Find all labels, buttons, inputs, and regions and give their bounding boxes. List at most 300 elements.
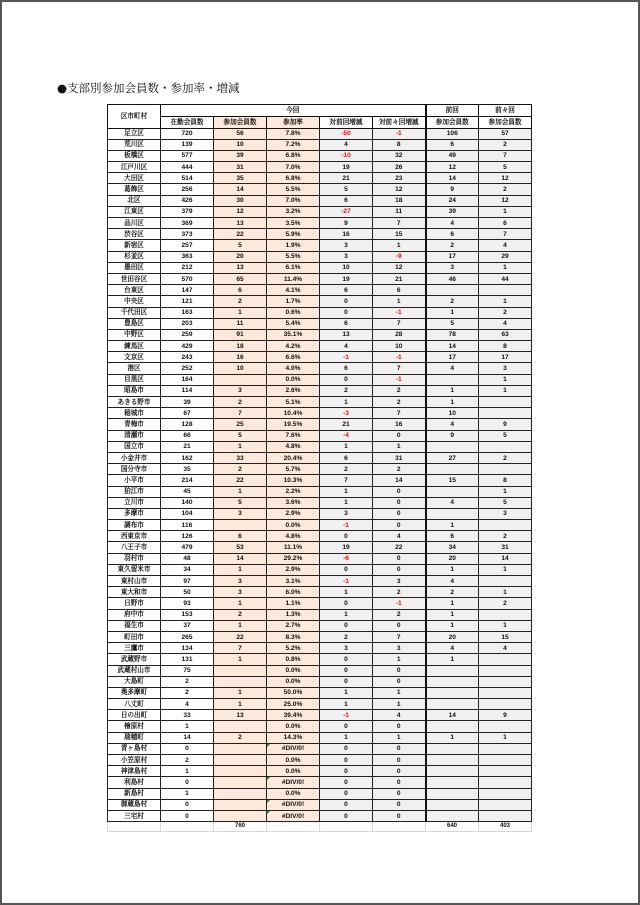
cell-before-previous-participants: 5 (479, 162, 532, 173)
table-row (108, 229, 532, 240)
cell-members: 1 (161, 721, 214, 732)
cell-rate: 39.4% (267, 710, 320, 721)
cell-rate: 5.5% (267, 184, 320, 195)
total-cell-empty (108, 822, 161, 832)
cell-diff-previous: 6 (320, 363, 373, 374)
total-cell-empty (161, 822, 214, 832)
header-diff-previous: 対前回増減 (320, 117, 373, 129)
cell-before-previous-participants (479, 743, 532, 754)
table-row (108, 430, 532, 441)
table-row (108, 352, 532, 363)
cell-diff-previous: 0 (320, 654, 373, 665)
cell-members: 363 (161, 251, 214, 262)
table-row (108, 564, 532, 575)
cell-area-name: 豊島区 (108, 318, 161, 329)
cell-before-previous-participants: 8 (479, 341, 532, 352)
cell-diff-previous: -10 (320, 150, 373, 161)
total-before-previous: 403 (479, 822, 532, 832)
cell-previous-participants: 24 (426, 195, 479, 206)
header-row-1 (108, 105, 532, 117)
cell-rate: 10.4% (267, 408, 320, 419)
cell-previous-participants (426, 508, 479, 519)
cell-area-name: 足立区 (108, 128, 161, 139)
cell-diff-before-previous: 1 (373, 732, 426, 743)
cell-members: 203 (161, 318, 214, 329)
cell-rate: 4.8% (267, 441, 320, 452)
cell-before-previous-participants: 1 (479, 486, 532, 497)
cell-area-name: 調布市 (108, 520, 161, 531)
table-row (108, 643, 532, 654)
cell-members: 48 (161, 553, 214, 564)
cell-diff-previous: 6 (320, 195, 373, 206)
cell-diff-previous: -3 (320, 408, 373, 419)
cell-participants: 20 (214, 251, 267, 262)
cell-previous-participants: 4 (426, 643, 479, 654)
cell-previous-participants: 1 (426, 654, 479, 665)
cell-rate: 3.1% (267, 576, 320, 587)
cell-diff-before-previous: 0 (373, 520, 426, 531)
cell-before-previous-participants (479, 464, 532, 475)
cell-diff-previous: 6 (320, 452, 373, 463)
cell-before-previous-participants: 7 (479, 150, 532, 161)
cell-participants: 33 (214, 452, 267, 463)
cell-area-name: 八丈町 (108, 699, 161, 710)
cell-diff-previous: 10 (320, 262, 373, 273)
cell-diff-previous: 13 (320, 329, 373, 340)
cell-diff-before-previous: 0 (373, 486, 426, 497)
cell-area-name: 北区 (108, 195, 161, 206)
cell-members: 164 (161, 374, 214, 385)
cell-participants: 10 (214, 363, 267, 374)
cell-participants: 1 (214, 620, 267, 631)
cell-members: 1 (161, 788, 214, 799)
table-row (108, 296, 532, 307)
cell-before-previous-participants (479, 755, 532, 766)
cell-diff-before-previous: 8 (373, 139, 426, 150)
cell-participants (214, 810, 267, 821)
cell-diff-previous: 0 (320, 374, 373, 385)
cell-rate: 14.3% (267, 732, 320, 743)
cell-before-previous-participants: 1 (479, 374, 532, 385)
cell-diff-before-previous: 2 (373, 464, 426, 475)
cell-participants: 1 (214, 687, 267, 698)
cell-diff-previous: -6 (320, 553, 373, 564)
cell-diff-previous: 0 (320, 531, 373, 542)
cell-participants: 53 (214, 542, 267, 553)
cell-diff-before-previous: 7 (373, 218, 426, 229)
cell-area-name: 福生市 (108, 620, 161, 631)
cell-diff-previous: 3 (320, 508, 373, 519)
cell-diff-previous: 1 (320, 687, 373, 698)
cell-diff-before-previous: 0 (373, 620, 426, 631)
cell-rate: 4.2% (267, 341, 320, 352)
cell-area-name: 青梅市 (108, 419, 161, 430)
table-row (108, 542, 532, 553)
cell-before-previous-participants: 1 (479, 620, 532, 631)
table-row (108, 184, 532, 195)
table-row (108, 654, 532, 665)
cell-previous-participants: 1 (426, 564, 479, 575)
cell-before-previous-participants (479, 799, 532, 810)
cell-diff-previous: 1 (320, 609, 373, 620)
table-row (108, 251, 532, 262)
cell-members: 21 (161, 441, 214, 452)
cell-before-previous-participants (479, 676, 532, 687)
cell-previous-participants: 14 (426, 341, 479, 352)
cell-rate: 5.9% (267, 229, 320, 240)
cell-participants: 1 (214, 699, 267, 710)
cell-diff-before-previous: 2 (373, 587, 426, 598)
branch-participation-table (107, 104, 532, 832)
cell-diff-previous: 21 (320, 173, 373, 184)
table-row (108, 374, 532, 385)
cell-before-previous-participants (479, 609, 532, 620)
cell-area-name: 大田区 (108, 173, 161, 184)
cell-participants: 91 (214, 329, 267, 340)
cell-rate: #DIV/0! (267, 810, 320, 821)
cell-rate: 0.0% (267, 665, 320, 676)
cell-diff-previous: 1 (320, 397, 373, 408)
table-row (108, 464, 532, 475)
cell-rate: 6.8% (267, 150, 320, 161)
cell-before-previous-participants: 15 (479, 631, 532, 642)
cell-diff-previous: 0 (320, 788, 373, 799)
table-row (108, 195, 532, 206)
table-row (108, 508, 532, 519)
table-body (108, 128, 532, 822)
cell-area-name: 文京区 (108, 352, 161, 363)
cell-members: 720 (161, 128, 214, 139)
cell-area-name: 葛飾区 (108, 184, 161, 195)
cell-diff-before-previous: -1 (373, 128, 426, 139)
cell-participants: 1 (214, 564, 267, 575)
cell-rate: 0.6% (267, 307, 320, 318)
cell-area-name: 羽村市 (108, 553, 161, 564)
table-row (108, 665, 532, 676)
total-cell-empty (373, 822, 426, 832)
cell-diff-previous: 1 (320, 486, 373, 497)
cell-diff-previous: 9 (320, 218, 373, 229)
cell-members: 153 (161, 609, 214, 620)
cell-participants: 3 (214, 508, 267, 519)
cell-area-name: 武蔵野市 (108, 654, 161, 665)
cell-before-previous-participants (479, 665, 532, 676)
cell-participants: 35 (214, 173, 267, 184)
header-area: 区市町村 (108, 105, 161, 129)
cell-rate: 7.0% (267, 162, 320, 173)
cell-members: 243 (161, 352, 214, 363)
header-current: 今回 (161, 105, 426, 117)
cell-diff-before-previous: 0 (373, 743, 426, 754)
cell-diff-before-previous: 0 (373, 497, 426, 508)
cell-members: 45 (161, 486, 214, 497)
cell-rate: 1.1% (267, 598, 320, 609)
cell-participants (214, 721, 267, 732)
table-row (108, 721, 532, 732)
cell-area-name: 目黒区 (108, 374, 161, 385)
cell-participants (214, 755, 267, 766)
cell-diff-before-previous: 2 (373, 385, 426, 396)
cell-before-previous-participants: 1 (479, 296, 532, 307)
table-row (108, 766, 532, 777)
cell-rate: #DIV/0! (267, 743, 320, 754)
cell-participants: 25 (214, 419, 267, 430)
cell-diff-previous: 3 (320, 643, 373, 654)
cell-area-name: 東村山市 (108, 576, 161, 587)
cell-members: 1 (161, 766, 214, 777)
cell-before-previous-participants (479, 766, 532, 777)
cell-rate: 0.0% (267, 721, 320, 732)
cell-members: 131 (161, 654, 214, 665)
cell-before-previous-participants (479, 441, 532, 452)
cell-rate: 7.2% (267, 139, 320, 150)
cell-members: 140 (161, 497, 214, 508)
cell-participants: 3 (214, 576, 267, 587)
cell-before-previous-participants: 14 (479, 553, 532, 564)
cell-rate: 4.1% (267, 285, 320, 296)
header-diff-before-previous: 対前々回増減 (373, 117, 426, 129)
cell-diff-before-previous: 0 (373, 788, 426, 799)
cell-diff-before-previous: 12 (373, 184, 426, 195)
cell-previous-participants: 4 (426, 363, 479, 374)
table-row (108, 520, 532, 531)
cell-diff-previous: 0 (320, 810, 373, 821)
cell-before-previous-participants: 4 (479, 318, 532, 329)
cell-rate: 10.3% (267, 475, 320, 486)
cell-before-previous-participants: 17 (479, 352, 532, 363)
cell-participants (214, 777, 267, 788)
cell-diff-previous: 3 (320, 251, 373, 262)
cell-participants: 2 (214, 296, 267, 307)
cell-members: 39 (161, 397, 214, 408)
cell-area-name: 清瀬市 (108, 430, 161, 441)
cell-area-name: 檜原村 (108, 721, 161, 732)
cell-participants: 1 (214, 654, 267, 665)
cell-diff-before-previous: -1 (373, 307, 426, 318)
cell-previous-participants: 14 (426, 173, 479, 184)
totals-row (108, 822, 532, 832)
cell-previous-participants: 4 (426, 497, 479, 508)
cell-area-name: 板橋区 (108, 150, 161, 161)
cell-rate: 3.5% (267, 218, 320, 229)
cell-diff-previous: 1 (320, 587, 373, 598)
cell-before-previous-participants: 29 (479, 251, 532, 262)
cell-rate: 7.0% (267, 195, 320, 206)
cell-previous-participants (426, 699, 479, 710)
cell-members: 214 (161, 475, 214, 486)
cell-before-previous-participants: 1 (479, 732, 532, 743)
table-row (108, 262, 532, 273)
cell-area-name: 小金井市 (108, 452, 161, 463)
table-row (108, 218, 532, 229)
cell-previous-participants (426, 374, 479, 385)
cell-members: 0 (161, 810, 214, 821)
cell-previous-participants: 46 (426, 273, 479, 284)
cell-diff-previous: 3 (320, 240, 373, 251)
cell-participants (214, 374, 267, 385)
table-row (108, 285, 532, 296)
table-row (108, 341, 532, 352)
cell-previous-participants: 4 (426, 419, 479, 430)
cell-diff-previous: 0 (320, 296, 373, 307)
cell-members: 97 (161, 576, 214, 587)
table-row (108, 587, 532, 598)
cell-previous-participants (426, 486, 479, 497)
cell-diff-previous: 21 (320, 419, 373, 430)
cell-area-name: 品川区 (108, 218, 161, 229)
cell-rate: 1.9% (267, 240, 320, 251)
total-cell-empty (320, 822, 373, 832)
cell-members: 116 (161, 520, 214, 531)
cell-participants (214, 665, 267, 676)
cell-diff-previous: 1 (320, 699, 373, 710)
cell-diff-before-previous: 22 (373, 542, 426, 553)
cell-participants: 2 (214, 732, 267, 743)
cell-before-previous-participants: 6 (479, 218, 532, 229)
cell-members: 14 (161, 732, 214, 743)
cell-before-previous-participants: 9 (479, 419, 532, 430)
cell-rate: 8.3% (267, 631, 320, 642)
table-row (108, 419, 532, 430)
cell-members: 121 (161, 296, 214, 307)
cell-area-name: 小笠原村 (108, 755, 161, 766)
cell-before-previous-participants: 4 (479, 643, 532, 654)
cell-participants: 7 (214, 643, 267, 654)
cell-members: 50 (161, 587, 214, 598)
cell-before-previous-participants (479, 721, 532, 732)
cell-previous-participants (426, 285, 479, 296)
cell-diff-previous: 0 (320, 766, 373, 777)
cell-diff-previous: 19 (320, 273, 373, 284)
cell-area-name: 新島村 (108, 788, 161, 799)
table-row (108, 486, 532, 497)
cell-area-name: 青ヶ島村 (108, 743, 161, 754)
table-row (108, 598, 532, 609)
cell-diff-before-previous: -9 (373, 251, 426, 262)
cell-before-previous-participants: 5 (479, 430, 532, 441)
table-row (108, 810, 532, 821)
cell-area-name: 中央区 (108, 296, 161, 307)
cell-rate: 0.0% (267, 676, 320, 687)
cell-before-previous-participants (479, 777, 532, 788)
section-title: ●支部別参加会員数・参加率・増減 (57, 81, 240, 95)
cell-previous-participants: 1 (426, 620, 479, 631)
table-row (108, 620, 532, 631)
table-row (108, 732, 532, 743)
cell-members: 66 (161, 430, 214, 441)
cell-diff-before-previous: 1 (373, 441, 426, 452)
cell-previous-participants: 34 (426, 542, 479, 553)
cell-participants: 13 (214, 710, 267, 721)
cell-members: 256 (161, 184, 214, 195)
cell-rate: 11.1% (267, 542, 320, 553)
cell-area-name: 昭島市 (108, 385, 161, 396)
cell-members: 570 (161, 273, 214, 284)
cell-participants: 5 (214, 240, 267, 251)
cell-area-name: 府中市 (108, 609, 161, 620)
cell-previous-participants (426, 788, 479, 799)
cell-previous-participants: 1 (426, 307, 479, 318)
table-row (108, 173, 532, 184)
cell-rate: 1.7% (267, 296, 320, 307)
cell-area-name: 江戸川区 (108, 162, 161, 173)
table-row (108, 452, 532, 463)
cell-diff-previous: 2 (320, 464, 373, 475)
cell-members: 34 (161, 564, 214, 575)
cell-diff-previous: 0 (320, 799, 373, 810)
cell-before-previous-participants: 5 (479, 497, 532, 508)
cell-rate: 2.6% (267, 385, 320, 396)
cell-diff-previous: 6 (320, 285, 373, 296)
cell-diff-before-previous: 23 (373, 173, 426, 184)
cell-previous-participants: 1 (426, 732, 479, 743)
cell-previous-participants (426, 810, 479, 821)
cell-rate: 3.2% (267, 206, 320, 217)
cell-area-name: 港区 (108, 363, 161, 374)
cell-members: 139 (161, 139, 214, 150)
cell-before-previous-participants: 57 (479, 128, 532, 139)
cell-previous-participants (426, 665, 479, 676)
cell-members: 479 (161, 542, 214, 553)
cell-previous-participants: 10 (426, 408, 479, 419)
cell-previous-participants: 14 (426, 710, 479, 721)
cell-diff-previous: -50 (320, 128, 373, 139)
cell-diff-before-previous: 21 (373, 273, 426, 284)
cell-diff-before-previous: 0 (373, 799, 426, 810)
cell-diff-before-previous: 26 (373, 162, 426, 173)
cell-diff-previous: -1 (320, 710, 373, 721)
cell-diff-previous: -27 (320, 206, 373, 217)
cell-participants: 22 (214, 229, 267, 240)
cell-before-previous-participants (479, 285, 532, 296)
cell-diff-previous: 19 (320, 162, 373, 173)
cell-area-name: 稲城市 (108, 408, 161, 419)
cell-area-name: 中野区 (108, 329, 161, 340)
cell-previous-participants: 78 (426, 329, 479, 340)
cell-diff-before-previous: 7 (373, 408, 426, 419)
cell-previous-participants (426, 721, 479, 732)
cell-rate: 6.0% (267, 587, 320, 598)
cell-previous-participants: 1 (426, 397, 479, 408)
cell-rate: 7.8% (267, 128, 320, 139)
table-row (108, 710, 532, 721)
cell-diff-previous: 0 (320, 777, 373, 788)
cell-rate: 5.2% (267, 643, 320, 654)
cell-participants (214, 743, 267, 754)
cell-members: 429 (161, 341, 214, 352)
table-row (108, 128, 532, 139)
cell-diff-before-previous: 0 (373, 777, 426, 788)
cell-diff-before-previous: -1 (373, 352, 426, 363)
cell-before-previous-participants (479, 520, 532, 531)
cell-rate: 11.4% (267, 273, 320, 284)
cell-diff-before-previous: 1 (373, 296, 426, 307)
cell-members: 33 (161, 710, 214, 721)
cell-diff-previous: -1 (320, 520, 373, 531)
cell-participants: 30 (214, 195, 267, 206)
cell-members: 147 (161, 285, 214, 296)
cell-participants: 31 (214, 162, 267, 173)
cell-diff-before-previous: 7 (373, 318, 426, 329)
cell-diff-before-previous: 32 (373, 150, 426, 161)
cell-rate: 2.7% (267, 620, 320, 631)
cell-before-previous-participants: 2 (479, 598, 532, 609)
cell-participants: 2 (214, 464, 267, 475)
cell-before-previous-participants (479, 699, 532, 710)
cell-previous-participants: 9 (426, 184, 479, 195)
cell-participants: 39 (214, 150, 267, 161)
cell-rate: 0.0% (267, 520, 320, 531)
